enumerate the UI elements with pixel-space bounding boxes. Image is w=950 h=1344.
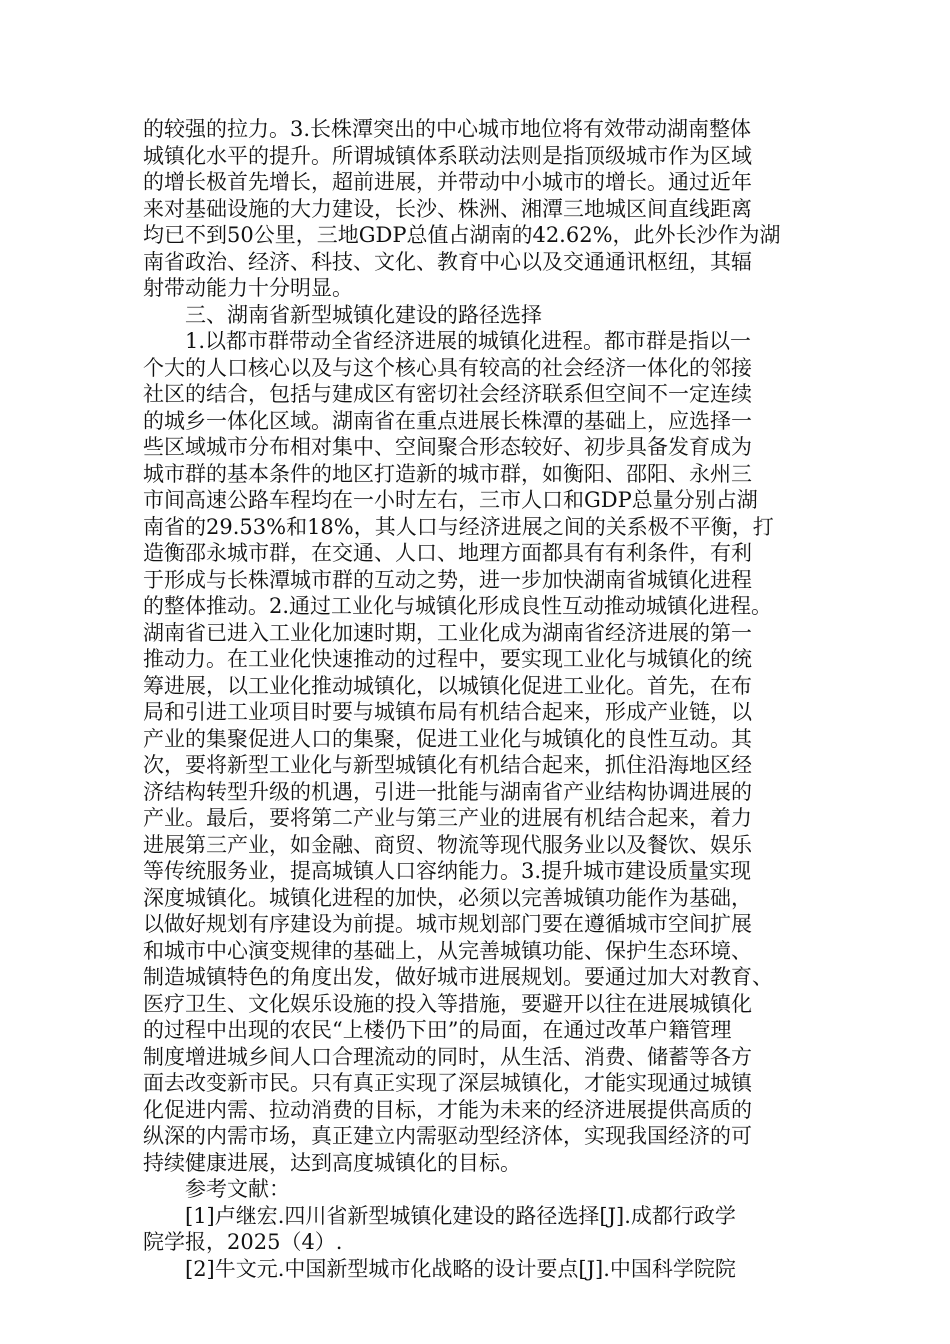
text-line: 的增长极首先增长，超前进展，并带动中小城市的增长。通过近年 <box>143 170 752 194</box>
text-line: 均已不到50公里，三地GDP总值占湖南的42.62%，此外长沙作为湖 <box>143 223 781 247</box>
text-line: 医疗卫生、文化娱乐设施的投入等措施，要避开以往在进展城镇化 <box>143 991 752 1016</box>
text-line: 些区域城市分布相对集中、空间聚合形态较好、初步具备发育成为 <box>143 435 752 459</box>
text-line: 进展第三产业，如金融、商贸、物流等现代服务业以及餐饮、娱乐 <box>143 832 752 857</box>
text-line: 化促进内需、拉动消费的目标，才能为未来的经济进展提供高质的 <box>143 1097 752 1122</box>
text-line: 1.以都市群带动全省经济进展的城镇化进程。都市群是指以一 <box>143 329 752 353</box>
text-line: 纵深的内需市场，真正建立内需驱动型经济体，实现我国经济的可 <box>143 1124 752 1148</box>
text-line: 市间高速公路车程均在一小时左右，三市人口和GDP总量分别占湖 <box>143 488 758 512</box>
text-line: [1]卢继宏.四川省新型城镇化建设的路径选择[J].成都行政学 <box>143 1203 736 1228</box>
text-line: 制度增进城乡间人口合理流动的同时，从生活、消费、储蓄等各方 <box>143 1044 752 1069</box>
text-line: 产业。最后，要将第二产业与第三产业的进展有机结合起来，着力 <box>143 806 752 830</box>
text-line: 面去改变新市民。只有真正实现了深层城镇化，才能实现通过城镇 <box>143 1071 752 1095</box>
text-line: 局和引进工业项目时要与城镇布局有机结合起来，形成产业链，以 <box>143 700 752 724</box>
body-text <box>143 116 815 1282</box>
text-line: 推动力。在工业化快速推动的过程中，要实现工业化与城镇化的统 <box>143 647 752 671</box>
text-line: 城镇化水平的提升。所谓城镇体系联动法则是指顶级城市作为区域 <box>143 143 752 168</box>
text-line: 和城市中心演变规律的基础上，从完善城镇功能、保护生态环境、 <box>143 938 752 963</box>
text-line: 的城乡一体化区域。湖南省在重点进展长株潭的基础上，应选择一 <box>143 408 752 433</box>
text-line: 湖南省已进入工业化加速时期，工业化成为湖南省经济进展的第一 <box>143 620 752 645</box>
text-line: 的较强的拉力。3.长株潭突出的中心城市地位将有效带动湖南整体 <box>143 117 752 141</box>
text-line: 城市群的基本条件的地区打造新的城市群，如衡阳、邵阳、永州三 <box>143 461 752 486</box>
text-line: 于形成与长株潭城市群的互动之势，进一步加快湖南省城镇化进程 <box>143 567 752 592</box>
text-line: 参考文献： <box>143 1177 290 1201</box>
text-line: [2]牛文元.中国新型城市化战略的设计要点[J].中国科学院院 <box>143 1256 736 1281</box>
text-line: 持续健康进展，达到高度城镇化的目标。 <box>143 1150 521 1175</box>
text-line: 院学报，2025（4）. <box>143 1230 343 1254</box>
text-line: 济结构转型升级的机遇，引进一批能与湖南省产业结构协调进展的 <box>143 779 752 804</box>
text-line: 制造城镇特色的角度出发，做好城市进展规划。要通过加大对教育、 <box>143 965 773 989</box>
text-line: 射带动能力十分明显。 <box>143 276 353 300</box>
text-line: 的过程中出现的农民“上楼仍下田”的局面，在通过改革户籍管理 <box>143 1018 732 1042</box>
text-line: 产业的集聚促进人口的集聚，促进工业化与城镇化的良性互动。其 <box>143 726 752 751</box>
text-line: 个大的人口核心以及与这个核心具有较高的社会经济一体化的邻接 <box>143 355 752 380</box>
text-line: 南省的29.53%和18%，其人口与经济进展之间的关系极不平衡，打 <box>143 514 774 539</box>
text-line: 来对基础设施的大力建设，长沙、株洲、湘潭三地城区间直线距离 <box>143 196 752 221</box>
text-line: 次，要将新型工业化与新型城镇化有机结合起来，抓住沿海地区经 <box>143 753 752 777</box>
text-line: 以做好规划有序建设为前提。城市规划部门要在遵循城市空间扩展 <box>143 912 752 936</box>
text-line: 的整体推动。2.通过工业化与城镇化形成良性互动推动城镇化进程。 <box>143 594 773 618</box>
text-line: 三、湖南省新型城镇化建设的路径选择 <box>143 302 542 327</box>
text-line: 南省政治、经济、科技、文化、教育中心以及交通通讯枢纽，其辐 <box>143 249 752 274</box>
text-line: 社区的结合，包括与建成区有密切社会经济联系但空间不一定连续 <box>143 382 752 406</box>
text-line: 造衡邵永城市群，在交通、人口、地理方面都具有有利条件，有利 <box>143 541 752 565</box>
text-line: 等传统服务业，提高城镇人口容纳能力。3.提升城市建设质量实现 <box>143 859 752 883</box>
text-line: 筹进展，以工业化推动城镇化，以城镇化促进工业化。首先，在布 <box>143 673 752 698</box>
text-line: 深度城镇化。城镇化进程的加快，必须以完善城镇功能作为基础， <box>143 885 752 910</box>
